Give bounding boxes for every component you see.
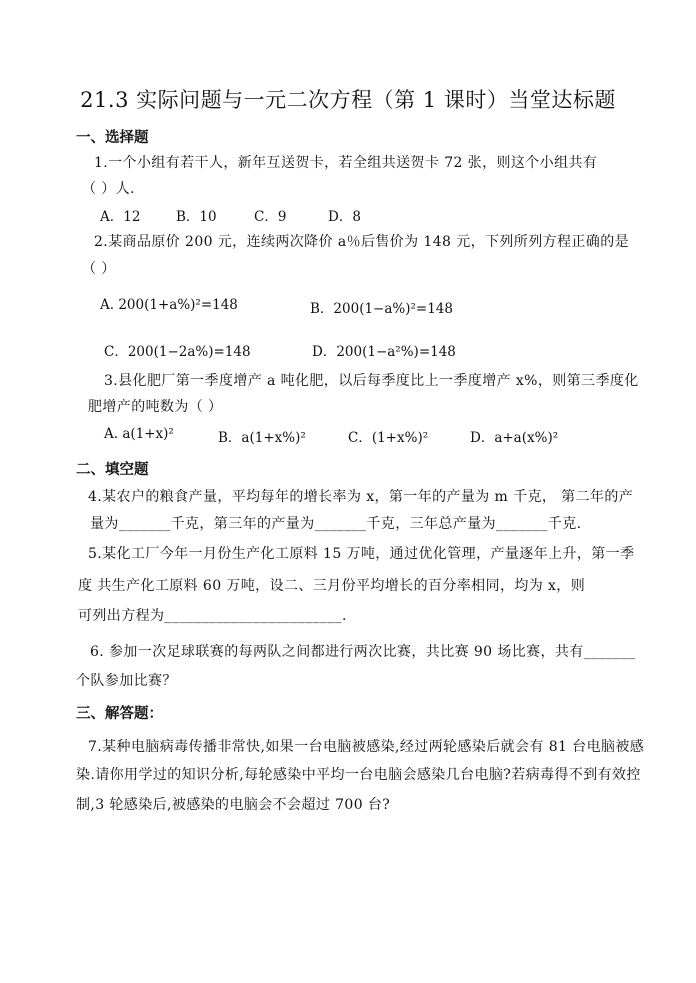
q2-line1: 2.某商品原价 200 元，连续两次降价 a％后售价为 148 元，下列所列方程正确的是 [94,234,629,250]
q7-line3: 制,3 轮感染后,被感染的电脑会不会超过 700 台? [76,797,391,813]
q3-option-c: C．(1+x%)² [348,430,429,446]
q1-option-a: A．12 [100,209,141,225]
q6-line2: 个队参加比赛？ [76,673,177,689]
q3-line2: 肥增产的吨数为（ ） [88,399,223,415]
page-title: 21.3 实际问题与一元二次方程（第 1 课时）当堂达标题 [80,88,616,112]
q7-line2: 染.请你用学过的知识分析,每轮感染中平均一台电脑会感染几台电脑?若病毒得不到有效控 [76,767,641,783]
q3-option-d: D．a+a(x%)² [470,430,559,446]
q1-option-b: B．10 [176,209,217,225]
q1-option-d: D．8 [328,209,361,225]
q2-option-b: B．200(1−a%)²=148 [310,301,453,317]
q4-line1: 4.某农户的粮食产量，平均每年的增长率为 x，第一年的产量为 m 千克， 第二年的产 [88,489,634,505]
q2-option-a: A. 200(1+a%)²=148 [100,297,238,313]
q1-line2: （ ）人. [82,181,135,197]
section-heading-choice: 一、选择题 [76,129,149,146]
q2-option-c: C．200(1−2a%)=148 [104,344,251,360]
q3-option-b: B．a(1+x%)² [218,430,306,446]
q7-line1: 7.某种电脑病毒传播非常快,如果一台电脑被感染,经过两轮感染后就会有 81 台电脑被感 [88,739,645,755]
q2-option-d: D．200(1−a²%)=148 [312,344,456,360]
q2-line2: （ ） [82,261,116,277]
section-heading-fill: 二、填空题 [76,461,149,478]
section-heading-answer: 三、解答题： [76,705,163,722]
q3-option-a: A. a(1+x)² [104,426,174,442]
q6-line1: 6. 参加一次足球联赛的每两队之间都进行两次比赛，共比赛 90 场比赛，共有_______ [90,644,636,660]
q5-line1: 5.某化工厂今年一月份生产化工原料 15 万吨，通过优化管理，产量逐年上升，第一季 [88,546,635,562]
q4-line2: 量为_______千克，第三年的产量为_______千克，三年总产量为_______千克. [90,516,582,532]
q5-line3: 可列出方程为________________________. [78,608,347,624]
q1-option-c: C．9 [254,209,287,225]
q1-line1: 1.一个小组有若干人，新年互送贺卡，若全组共送贺卡 72 张，则这个小组共有 [94,155,598,171]
q5-line2: 度 共生产化工原料 60 万吨，设二、三月份平均增长的百分率相同，均为 x，则 [78,578,586,594]
q3-line1: 3.县化肥厂第一季度增产 a 吨化肥，以后每季度比上一季度增产 x%，则第三季度化 [104,373,639,389]
